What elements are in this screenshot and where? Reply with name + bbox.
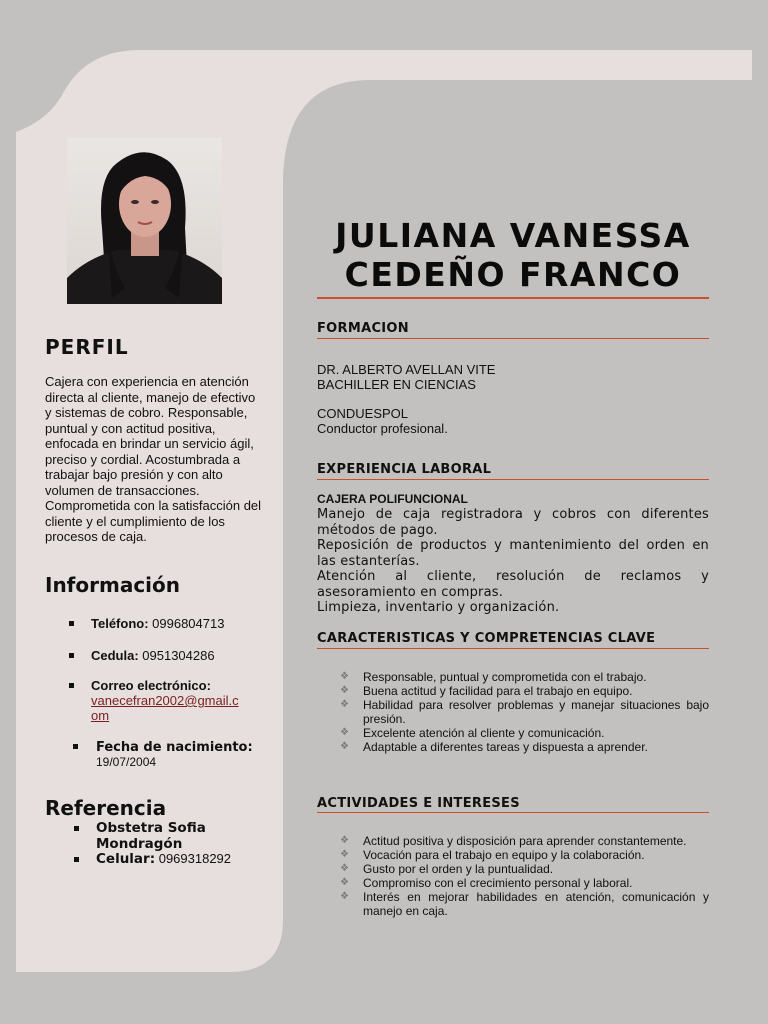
experiencia-divider [317, 479, 709, 480]
caracteristicas-list [340, 670, 709, 754]
diamond-bullet-icon: ❖ [340, 863, 349, 874]
bullet-icon [73, 744, 78, 749]
full-name [317, 216, 709, 294]
actividades-list [340, 834, 709, 918]
formacion-heading: FORMACION [317, 321, 409, 336]
formacion-school [317, 362, 709, 392]
diamond-bullet-icon: ❖ [340, 835, 349, 846]
diamond-bullet-icon: ❖ [340, 877, 349, 888]
perfil-text: Cajera con experiencia en atención directa al cliente, manejo de efectivo y sistemas de cobro. Responsable, puntual y con actitud positiva, enfocada en brindar un servicio ágil, preciso y cordial. Acostumbrada a trabajar bajo presión y con alto volumen de transacciones. Comprometida con la satisfacción del cliente y el cumplimiento de los procesos de caja. [45, 374, 262, 544]
phone-item [91, 616, 224, 631]
job-duty: Reposición de productos y mantenimiento del orden en las estanterías. [317, 538, 709, 569]
bullet-icon [74, 857, 79, 862]
formacion-divider [317, 338, 709, 339]
bullet-icon [69, 683, 74, 688]
reference-name-line2: Mondragón [96, 836, 183, 852]
reference-phone-value: 0969318292 [155, 851, 232, 866]
job-duty: Manejo de caja registradora y cobros con diferentes métodos de pago. [317, 507, 709, 538]
bullet-icon [69, 653, 74, 658]
bullet-icon [74, 826, 79, 831]
birth-value: 19/07/2004 [96, 755, 157, 769]
email-link-line1[interactable]: vanecefran2002@gmail.c [91, 693, 239, 708]
caracteristicas-divider [317, 648, 709, 649]
diamond-bullet-icon: ❖ [340, 849, 349, 860]
diamond-bullet-icon: ❖ [340, 741, 349, 752]
reference-person [96, 820, 206, 852]
name-divider [317, 297, 709, 299]
list-item: ❖ Gusto por el orden y la puntualidad. [340, 862, 554, 876]
email-label: Correo electrónico: [91, 678, 211, 693]
bullet-icon [69, 621, 74, 626]
id-label: Cedula: [91, 648, 139, 663]
name-line1: JULIANA VANESSA [335, 216, 691, 255]
phone-value: 0996804713 [148, 616, 225, 631]
job-duty: Limpieza, inventario y organización. [317, 600, 560, 615]
info-heading: Información [45, 573, 181, 597]
formacion-course [317, 406, 709, 436]
list-item: ❖ Actitud positiva y disposición para aprender constantemente. [340, 834, 687, 848]
course-name: Conductor profesional. [317, 421, 448, 436]
referencia-heading: Referencia [45, 796, 167, 820]
id-value: 0951304286 [138, 648, 215, 663]
actividades-divider [317, 812, 709, 813]
list-item: ❖ Vocación para el trabajo en equipo y la colaboración. [340, 848, 645, 862]
diamond-bullet-icon: ❖ [340, 671, 349, 682]
email-item [91, 678, 266, 723]
perfil-heading: PERFIL [45, 335, 129, 359]
birth-item [96, 740, 253, 770]
diamond-bullet-icon: ❖ [340, 685, 349, 696]
school-name: DR. ALBERTO AVELLAN VITE [317, 362, 496, 377]
diamond-bullet-icon: ❖ [340, 891, 349, 902]
profile-photo [67, 138, 222, 304]
name-line2: CEDEÑO FRANCO [344, 255, 682, 294]
experiencia-heading: EXPERIENCIA LABORAL [317, 462, 492, 477]
diamond-bullet-icon: ❖ [340, 699, 349, 710]
birth-label: Fecha de nacimiento: [96, 740, 253, 755]
reference-phone-label: Celular: [96, 851, 156, 867]
degree-name: BACHILLER EN CIENCIAS [317, 377, 476, 392]
reference-name-line1: Obstetra Sofia [96, 820, 206, 836]
list-item: ❖ Compromiso con el crecimiento personal y laboral. [340, 876, 633, 890]
course-org: CONDUESPOL [317, 406, 409, 421]
list-item: ❖ Excelente atención al cliente y comunicación. [340, 726, 605, 740]
caracteristicas-heading: CARACTERISTICAS Y COMPRETENCIAS CLAVE [317, 631, 656, 646]
id-item [91, 648, 215, 663]
actividades-heading: ACTIVIDADES E INTERESES [317, 796, 520, 811]
email-link-line2[interactable]: om [91, 708, 110, 723]
list-item: ❖ Habilidad para resolver problemas y manejar situaciones bajo presión. [340, 698, 709, 726]
phone-label: Teléfono: [91, 616, 149, 631]
list-item: ❖ Adaptable a diferentes tareas y dispuesta a aprender. [340, 740, 648, 754]
reference-phone [96, 851, 231, 867]
job-duties [317, 507, 709, 616]
list-item: ❖ Interés en mejorar habilidades en atención, comunicación y manejo en caja. [340, 890, 709, 918]
job-duty: Atención al cliente, resolución de reclamos y asesoramiento en compras. [317, 569, 709, 600]
list-item: ❖ Responsable, puntual y comprometida con el trabajo. [340, 670, 647, 684]
diamond-bullet-icon: ❖ [340, 727, 349, 738]
list-item: ❖ Buena actitud y facilidad para el trabajo en equipo. [340, 684, 633, 698]
job-title: CAJERA POLIFUNCIONAL [317, 492, 468, 506]
